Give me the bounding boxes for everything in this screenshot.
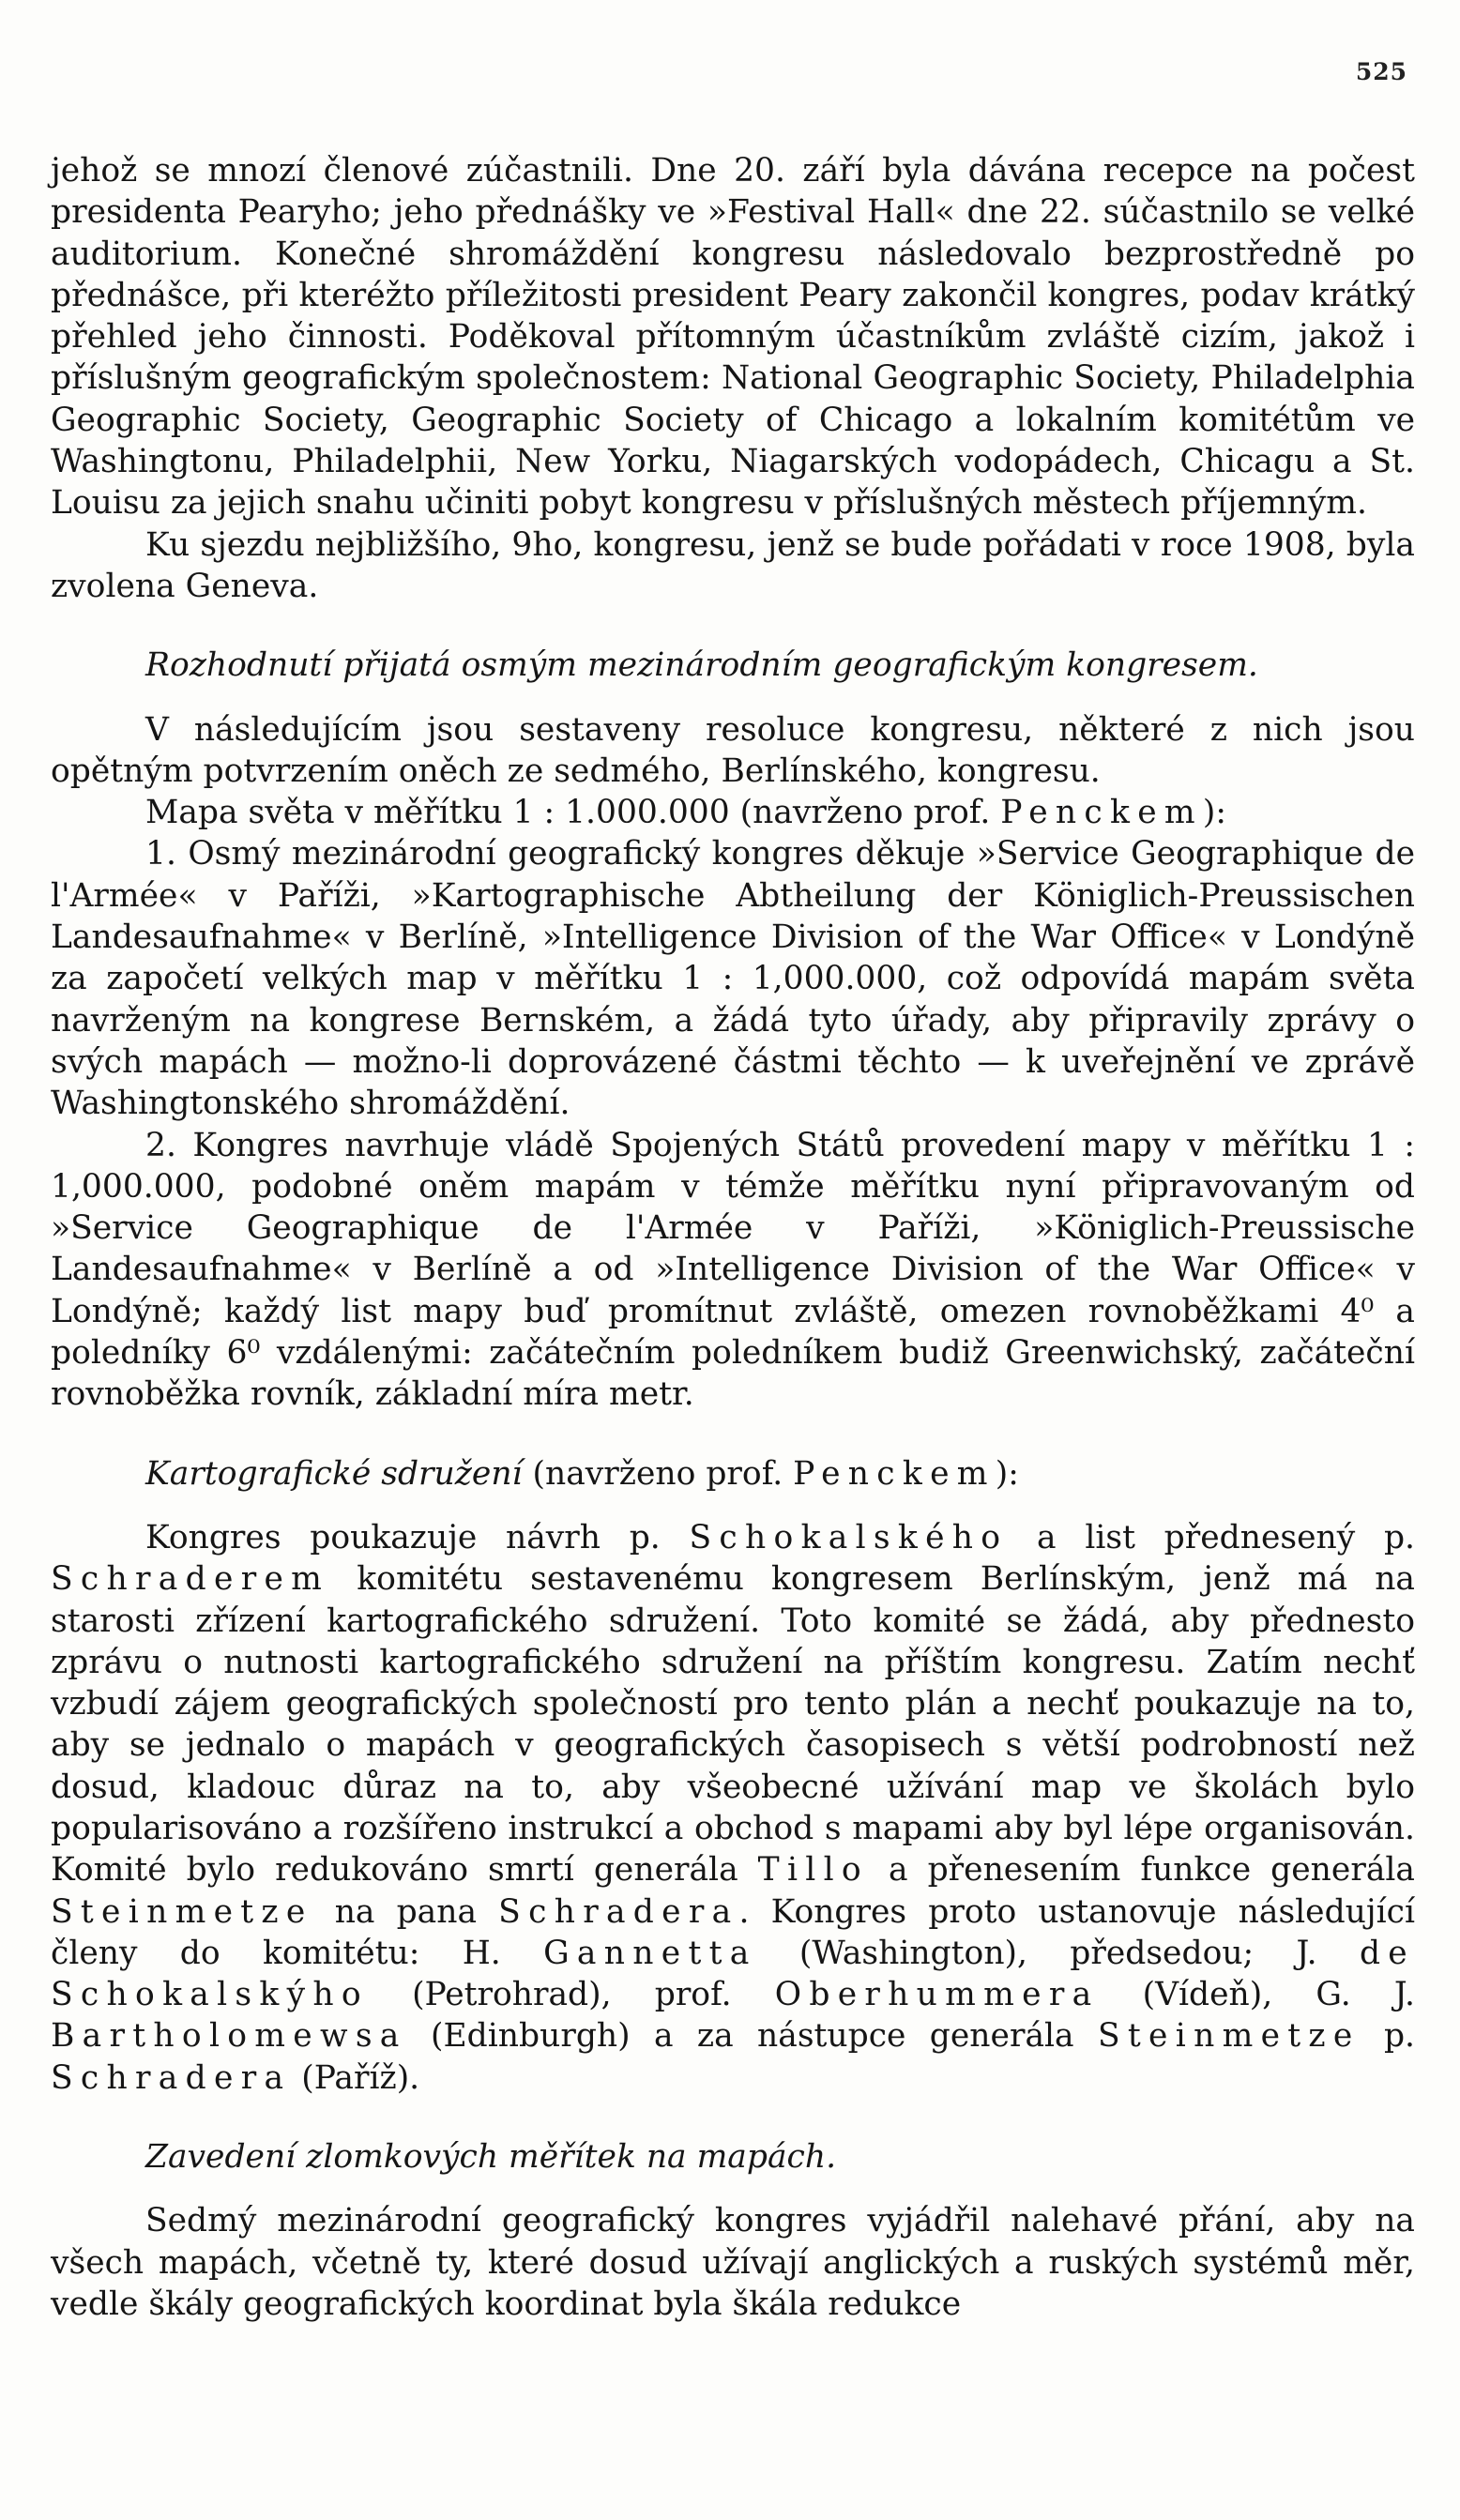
author-name: Penckem <box>1000 794 1203 832</box>
person-name: Schradera <box>498 1892 739 1931</box>
heading-resolutions: Rozhodnutí přijatá osmým mezinárodním geografickým kongresem. <box>145 646 1258 685</box>
heading-cartographic-italic: Kartografické sdružení <box>145 1454 523 1493</box>
person-name: Schradera <box>51 2058 292 2097</box>
paragraph-cartographic-association <box>51 1517 1415 2099</box>
text-run: (Vídeň), G. J. <box>1099 1976 1415 2014</box>
paragraph-congress-closing: jehož se mnozí členové zúčastnili. Dne 20. září byla dávána recepce na počest presidenta Pearyho; jeho přednášky ve »Festival Hall« dne 22. súčastnilo se velké auditorium. Konečné shromáždění kongresu následovalo bezprostředně po přednášce, při kteréžto příležitosti president Peary zakončil kongres, podav krátký přehled jeho činnosti. Poděkoval přítomným účastníkům zvláště cizím, jakož i příslušným geografickým společnostem: National Geographic Society, Philadelphia Geographic Society, Geographic Society of Chicago a lokalním komitétům ve Washingtonu, Philadelphii, New Yorku, Niagarských vodopádech, Chicagu a St. Louisu za jejich snahu učiniti pobyt kongresu v příslušných městech příjemným. <box>51 152 1415 523</box>
text-run: (Washington), předsedou; J. <box>756 1934 1360 1972</box>
text-run: na pana <box>312 1892 499 1931</box>
text-run: (Paříž). <box>291 2058 420 2097</box>
person-name: Tillo <box>757 1851 869 1890</box>
text-run: (Petrohrad), prof. <box>368 1976 775 2014</box>
world-map-tail: ): <box>1202 794 1226 832</box>
person-name: Bartholomewsa <box>51 2017 407 2056</box>
paragraph-world-map <box>51 792 1415 833</box>
paragraph-resolution-1: 1. Osmý mezinárodní geografický kongres děkuje »Service Geographique de l'Armée« v Paříži, »Kartographische Abtheilung der Königlich-Preussischen Landesaufnahme« v Berlíně, »Intelligence Division of the War Office« v Londýně za započetí velkých map v měřítku 1 : 1,000.000, což odpovídá mapám světa navrženým na kongrese Bernském, a žádá tyto úřady, aby připravily zprávy o svých mapách — možno-li doprovázené částmi těchto — k uveřejnění ve zprávě Washingtonského shromáždění. <box>51 835 1415 1123</box>
author-name: Penckem <box>793 1454 996 1493</box>
person-name: Schraderem <box>51 1560 330 1599</box>
person-name: Steinmetze <box>1098 2017 1361 2056</box>
person-name: Gannetta <box>543 1934 757 1972</box>
body-text <box>51 150 1415 2325</box>
text-run: Kongres poukazuje návrh p. <box>145 1518 690 1556</box>
heading-cartographic-association <box>51 1453 1415 1495</box>
paragraph-resolution-2: 2. Kongres navrhuje vládě Spojených Států provedení mapy v měřítku 1 : 1,000.000, podobné oněm mapám v témže měřítku nyní připravovaným od »Service Geographique de l'Armée v Paříži, »Königlich-Preussische Landesaufnahme« v Berlíně a od »Intelligence Division of the War Office« v Londýně; každý list mapy buď promítnut zvláště, omezen rovnoběžkami 4⁰ a poledníky 6⁰ vzdálenými: začátečním poledníkem budiž Greenwichský, začáteční rovnoběžka rovník, základní míra metr. <box>51 1126 1415 1414</box>
text-run: komitétu sestavenému kongresem Berlínským, jenž má na starosti zřízení kartografického sdružení. Toto komité se žádá, aby přednesto zprávu o nutnosti kartografického sdružení na příštím kongresu. Zatím nechť vzbudí zájem geografických společností pro tento plán a nechť poukazuje na to, aby se jednalo o mapách v geografických časopisech s větší podrobností než dosud, kladouc důraz na to, aby všeobecné užívání map ve školách bylo popularisováno a rozšířeno instrukcí a obchod s mapami aby byl lépe organisován. Komité bylo redukováno smrtí generála <box>51 1560 1415 1890</box>
person-name: de Schokalskýho <box>51 1934 1415 2014</box>
text-run: a list přednesený p. <box>1008 1518 1415 1556</box>
person-name: Steinmetze <box>51 1892 313 1931</box>
text-run: a přenesením funkce generála <box>868 1851 1415 1890</box>
world-map-lead: Mapa světa v měřítku 1 : 1.000.000 (navrženo prof. <box>145 794 1001 832</box>
person-name: Oberhummera <box>774 1976 1100 2014</box>
heading-cartographic-plain: (navrženo prof. <box>522 1454 794 1493</box>
text-run: . Kongres proto ustanovuje následující členy do komitétu: H. <box>51 1892 1415 1972</box>
paragraph-next-congress: Ku sjezdu nejbližšího, 9ho, kongresu, jenž se bude pořádati v roce 1908, byla zvolena Geneva. <box>51 525 1415 605</box>
person-name: Schokalského <box>689 1518 1009 1556</box>
heading-cartographic-tail: ): <box>995 1454 1019 1493</box>
text-run: p. <box>1360 2017 1415 2056</box>
page-number: 525 <box>1355 58 1407 85</box>
heading-fractional-scales: Zavedení zlomkových měřítek na mapách. <box>145 2138 837 2177</box>
text-run: (Edinburgh) a za nástupce generála <box>406 2017 1098 2056</box>
paragraph-resolutions-intro: V následujícím jsou sestaveny resoluce kongresu, některé z nich jsou opětným potvrzením oněch ze sedmého, Berlínského, kongresu. <box>51 710 1415 790</box>
paragraph-fractional-scales: Sedmý mezinárodní geografický kongres vyjádřil nalehavé přání, aby na všech mapách, včetně ty, které dosud užívají anglických a ruských systémů měr, vedle škály geografických koordinat byla škála redukce <box>51 2202 1415 2323</box>
